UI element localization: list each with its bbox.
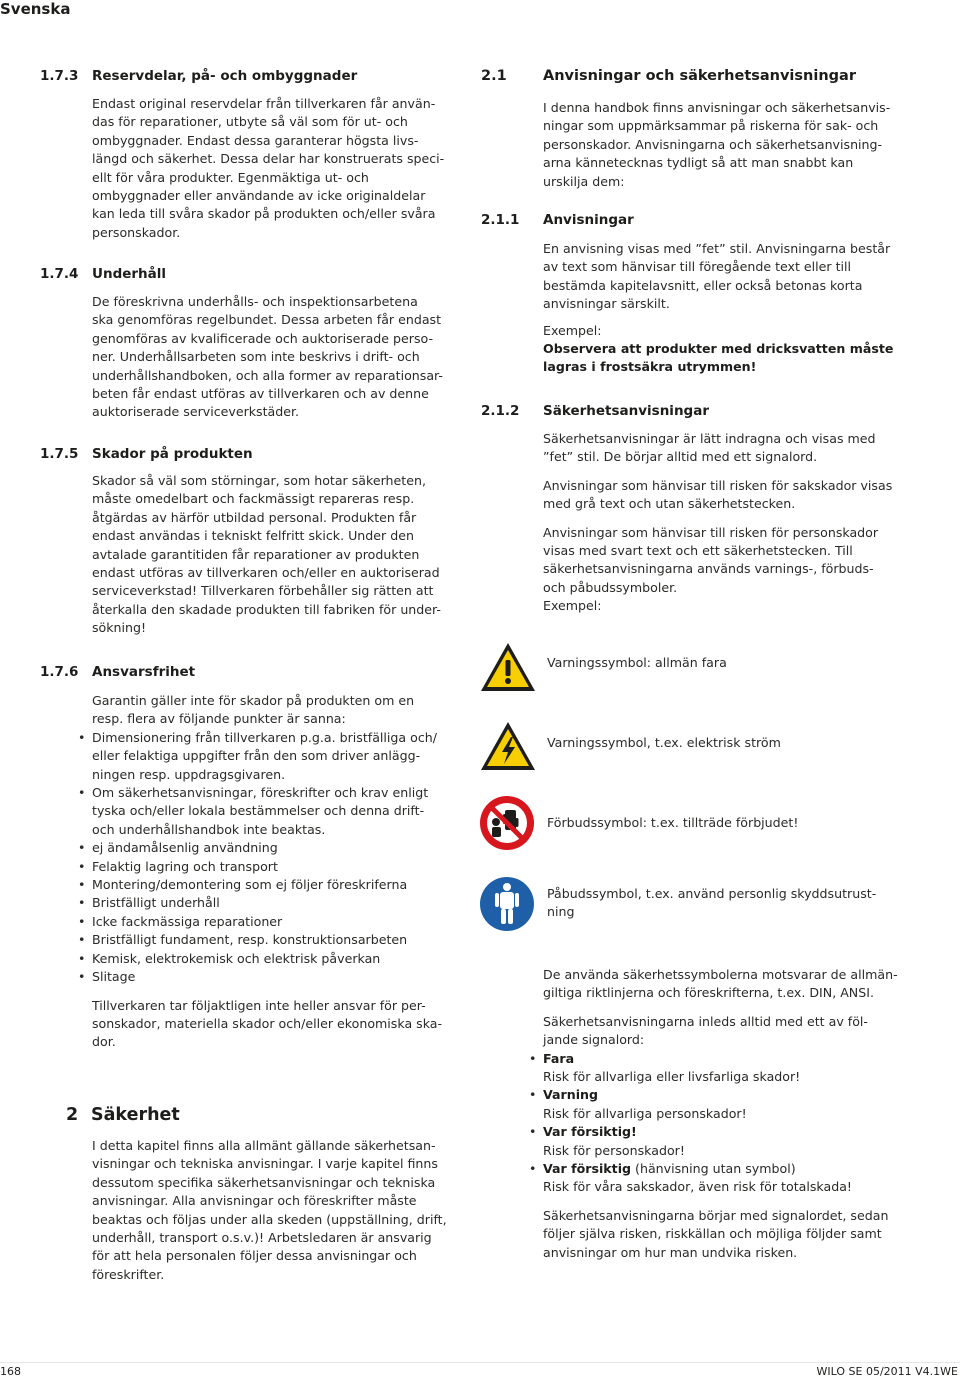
page-number: 168 (0, 1365, 21, 1378)
section-2-1-2-heading (481, 402, 709, 420)
language-label: Svenska (0, 0, 71, 18)
text-line: endast utföras av tillverkaren och/eller en auktoriserad (92, 565, 440, 581)
text-line: De föreskrivna underhålls- och inspektionsarbetena (92, 294, 418, 309)
signal-description: Risk för allvarliga personskador! (543, 1105, 747, 1121)
text-line: ombyggnader. Endast dessa garanterar högsta livs- (92, 132, 419, 148)
text-line: sonskador, materiella skador och/eller ekonomiska ska- (92, 1015, 443, 1031)
text-line: Säkerhetsanvisningarna inleds alltid med ett av föl- (543, 1013, 868, 1029)
text-line: anvisningar om hur man undvika risken. (543, 1244, 798, 1260)
section-2-1-2-body (543, 430, 933, 616)
electric-warning-icon (478, 719, 538, 773)
text-line: säkerhetsanvisningarna används varnings-, förbuds- (543, 561, 874, 577)
text-line: anvisningar särskilt. (543, 296, 670, 312)
signal-description: Risk för personskador! (543, 1142, 685, 1158)
text-line: • Felaktig lagring och transport (92, 858, 278, 874)
bold-example-line: Observera att produkter med dricksvatten måste (543, 341, 894, 357)
text-line: • Slitage (92, 969, 136, 985)
list-item (92, 950, 462, 968)
text-line: • ej ändamålsenlig användning (92, 840, 278, 856)
text-line: och underhållshandbok inte beaktas. (92, 821, 326, 837)
signal-description: Risk för våra sakskador, även risk för totalskada! (543, 1179, 852, 1195)
text-line: följer själva risken, riskkällan och möjliga följder samt (543, 1226, 882, 1242)
section-1-7-6-heading (40, 663, 195, 681)
text-line: Endast original reservdelar från tillverkaren får använ- (92, 96, 436, 111)
section-1-7-3-body (92, 95, 462, 242)
text-line: kan leda till svåra skador på produkten och/eller svåra (92, 206, 436, 222)
general-warning-icon (478, 640, 538, 694)
text-line: återkalla den skadade produkten till fabriken för under- (92, 601, 441, 617)
section-title: Reservdelar, på- och ombyggnader (92, 68, 358, 84)
text-line: Exempel: (543, 598, 602, 614)
list-item (543, 1086, 933, 1123)
text-line: En anvisning visas med ”fet” stil. Anvisningarna består (543, 241, 891, 256)
symbol-label (547, 814, 927, 832)
list-item (543, 1160, 933, 1197)
text-line: med grå text och utan säkerhetstecken. (543, 496, 796, 512)
text-line: Förbudssymbol: t.ex. tillträde förbjudet! (547, 815, 799, 830)
text-line: visningar och tekniska anvisningar. I varje kapitel finns (92, 1156, 438, 1172)
signal-word: Fara (543, 1050, 575, 1066)
text-line: resp. flera av följande punkter är sanna: (92, 711, 346, 727)
text-line: Garantin gäller inte för skador på produkten om en (92, 693, 415, 708)
signal-words-section (543, 966, 933, 1262)
text-line: • Dimensionering från tillverkaren p.g.a. bristfälliga och/ (92, 729, 437, 745)
text-line: ning (547, 904, 575, 920)
list-item (92, 839, 462, 857)
list-item (92, 876, 462, 894)
section-2-1-1-body (543, 240, 933, 377)
list-item (543, 1050, 933, 1087)
liability-list (92, 729, 462, 987)
text-line: dessutom specifika säkerhetsanvisningar och tekniska (92, 1174, 436, 1190)
section-1-7-3-heading (40, 67, 357, 85)
text-line: personskador. Anvisningarna och säkerhetsanvisning- (543, 136, 883, 152)
section-1-7-5-body (92, 472, 462, 638)
text-line: måste omedelbart och fackmässigt repareras resp. (92, 491, 415, 507)
signal-word: Var försiktig! (543, 1124, 637, 1140)
section-1-7-6-body (92, 692, 462, 1052)
section-number: 1.7.6 (40, 664, 79, 680)
footer-rule (0, 1362, 960, 1363)
text-line: das för reparationer, utbyte så väl som för ut- och (92, 114, 408, 130)
section-title: Skador på produkten (92, 446, 253, 462)
text-line: Varningssymbol, t.ex. elektrisk ström (547, 735, 781, 750)
section-number: 1.7.5 (40, 446, 79, 462)
text-line: urskilja dem: (543, 173, 625, 189)
text-line: ska genomföras regelbundet. Dessa arbeten får endast (92, 312, 442, 328)
text-line: ner. Underhållsarbeten som inte beskrivs i drift- och (92, 349, 420, 365)
text-line: ningen resp. uppdragsgivaren. (92, 766, 286, 782)
section-title: Anvisningar och säkerhetsanvisningar (543, 68, 856, 84)
chapter-2-body (92, 1137, 462, 1284)
signal-word: Var försiktig (543, 1161, 632, 1177)
symbol-label (547, 734, 927, 752)
section-number: 2.1.1 (481, 212, 520, 228)
section-2-1-1-heading (481, 211, 634, 229)
text-line: för att hela personalen följer dessa anvisningar och (92, 1248, 417, 1264)
text-line: ”fet” stil. De börjar alltid med ett signalord. (543, 449, 818, 465)
text-line: föreskrifter. (92, 1266, 165, 1282)
example-label: Exempel: (543, 322, 602, 338)
text-line: Varningssymbol: allmän fara (547, 655, 727, 670)
chapter-number: 2 (66, 1105, 79, 1125)
section-title: Underhåll (92, 266, 167, 282)
text-line: ombyggnader eller användande av icke originaldelar (92, 188, 426, 204)
text-line: I detta kapitel finns alla allmänt gällande säkerhetsan- (92, 1138, 436, 1153)
text-line: underhåll, transport o.s.v.)! Arbetsledaren är ansvarig (92, 1230, 432, 1246)
text-line: avtalade garantitiden får reparationer av produkten (92, 546, 420, 562)
symbol-label (547, 885, 927, 922)
protective-equipment-icon (478, 875, 536, 933)
text-line: ningar som uppmärksammar på riskerna för sak- och (543, 118, 879, 134)
text-line: och påbudssymboler. (543, 579, 678, 595)
text-line: Säkerhetsanvisningarna börjar med signalordet, sedan (543, 1207, 889, 1223)
text-line: auktoriserade serviceverkstäder. (92, 404, 300, 420)
section-title: Anvisningar (543, 212, 634, 228)
section-number: 2.1 (481, 68, 507, 84)
section-title: Säkerhetsanvisningar (543, 403, 709, 419)
text-line: visas med svart text och ett säkerhetstecken. Till (543, 543, 853, 559)
text-line: serviceverkstad! Tillverkaren förbehåller sig rätten att (92, 583, 434, 599)
text-line: • Om säkerhetsanvisningar, föreskrifter och krav enligt (92, 785, 429, 801)
section-1-7-4-heading (40, 265, 166, 283)
text-line: • Icke fackmässiga reparationer (92, 913, 283, 929)
chapter-title: Säkerhet (91, 1105, 180, 1125)
text-line: beten får endast utföras av tillverkaren och av denne (92, 386, 429, 402)
list-item (92, 858, 462, 876)
no-entry-prohibition-icon (478, 794, 536, 852)
list-item (92, 931, 462, 949)
list-item (92, 894, 462, 912)
text-line: eller felaktiga uppgifter från den som driver anlägg- (92, 748, 421, 764)
text-line: Anvisningar som hänvisar till risken för sakskador visas (543, 477, 893, 493)
text-line: Påbudssymbol, t.ex. använd personlig skyddsutrust- (547, 886, 877, 901)
section-number: 2.1.2 (481, 403, 520, 419)
list-item (92, 968, 462, 986)
text-line: • Montering/demontering som ej följer föreskriferna (92, 877, 408, 893)
text-line: arna kännetecknas tydligt så att man snabbt kan (543, 155, 854, 171)
text-line: Anvisningar som hänvisar till risken för personskador (543, 524, 879, 540)
text-line: • Kemisk, elektrokemisk och elektrisk påverkan (92, 950, 381, 966)
text-line: av text som hänvisar till föregående text eller till (543, 259, 852, 275)
bold-example-line: lagras i frostsäkra utrymmen! (543, 359, 757, 375)
list-item (543, 1123, 933, 1160)
text-line: Tillverkaren tar följaktligen inte heller ansvar för per- (92, 997, 426, 1013)
section-2-1-heading (481, 67, 856, 85)
symbol-label (547, 654, 927, 672)
text-line: tyska och/eller lokala bestämmelser och denna drift- (92, 803, 425, 819)
text-line: bestämda kapitelavsnitt, eller också betonas korta (543, 277, 863, 293)
chapter-2-heading (66, 1104, 180, 1126)
text-line: dor. (92, 1034, 116, 1050)
section-1-7-4-body (92, 293, 462, 422)
text-line: • Bristfälligt fundament, resp. konstruktionsarbeten (92, 932, 408, 948)
text-line: jande signalord: (543, 1032, 645, 1048)
section-number: 1.7.4 (40, 266, 79, 282)
signal-word: Varning (543, 1087, 599, 1103)
text-line: ellt för våra produkter. Egenmäktiga ut- och (92, 169, 369, 185)
text-line: åtgärdas av härför utbildad personal. Produkten får (92, 509, 417, 525)
section-1-7-5-heading (40, 445, 253, 463)
signal-description: Risk för allvarliga eller livsfarliga skador! (543, 1069, 801, 1085)
signal-note: (hänvisning utan symbol) (631, 1161, 796, 1177)
list-item (92, 784, 462, 839)
section-2-1-body (543, 99, 933, 191)
footer-reference: WILO SE 05/2011 V4.1WE (816, 1365, 958, 1378)
text-line: Skador så väl som störningar, som hotar säkerheten, (92, 473, 426, 488)
text-line: endast användas i tekniskt felfritt skick. Under den (92, 528, 414, 544)
signal-word-list (543, 1050, 933, 1197)
list-item (92, 913, 462, 931)
text-line: anvisningar. Alla anvisningar och föreskrifter måste (92, 1193, 417, 1209)
text-line: längd och säkerhet. Dessa delar har konstruerats speci- (92, 151, 445, 167)
text-line: sökning! (92, 620, 147, 636)
text-line: Säkerhetsanvisningar är lätt indragna och visas med (543, 431, 876, 446)
text-line: I denna handbok finns anvisningar och säkerhetsanvis- (543, 100, 891, 115)
text-line: beaktas och följas under alla skeden (uppställning, drift, (92, 1211, 447, 1227)
list-item (92, 729, 462, 784)
text-line: genomföras av kvalificerade och auktoriserade perso- (92, 330, 434, 346)
section-title: Ansvarsfrihet (92, 664, 196, 680)
section-number: 1.7.3 (40, 68, 79, 84)
text-line: personskador. (92, 224, 181, 240)
text-line: giltiga riktlinjerna och föreskrifterna, t.ex. DIN, ANSI. (543, 985, 874, 1001)
text-line: • Bristfälligt underhåll (92, 895, 220, 911)
text-line: De använda säkerhetssymbolerna motsvarar de allmän- (543, 967, 898, 982)
text-line: underhållshandboken, och alla former av reparationsar- (92, 367, 443, 383)
